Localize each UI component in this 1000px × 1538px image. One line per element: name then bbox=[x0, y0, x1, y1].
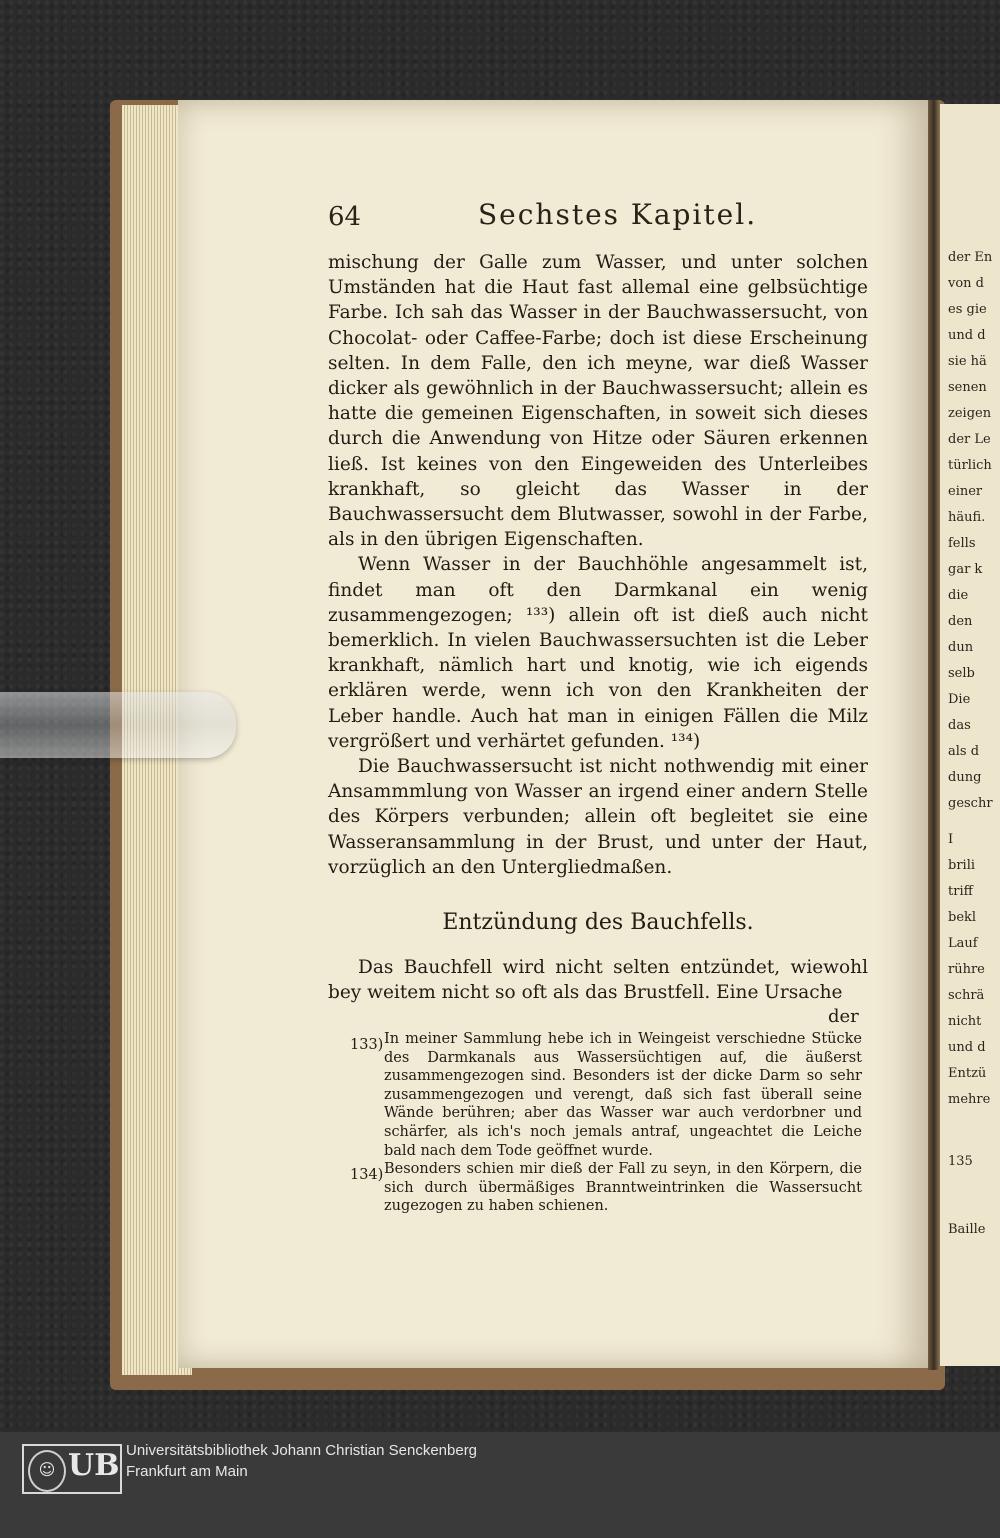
right-page-line: es gie bbox=[948, 302, 987, 317]
institution-name: Universitätsbibliothek Johann Christian Senckenberg bbox=[126, 1442, 478, 1459]
right-page-line: die bbox=[948, 588, 969, 603]
right-page-line: mehre bbox=[948, 1092, 991, 1107]
running-head: Sechstes Kapitel. bbox=[478, 198, 758, 231]
right-page-line: und d bbox=[948, 328, 986, 343]
right-page-line: dun bbox=[948, 640, 974, 655]
right-page-line: das bbox=[948, 718, 971, 733]
logo-text: UB bbox=[68, 1448, 120, 1483]
right-page-line: und d bbox=[948, 1040, 986, 1055]
footnotes bbox=[350, 1030, 862, 1216]
footnote bbox=[350, 1030, 862, 1160]
right-page-line: senen bbox=[948, 380, 987, 395]
right-page-line: der Le bbox=[948, 432, 991, 447]
right-page-line: nicht bbox=[948, 1014, 982, 1029]
library-logo bbox=[22, 1444, 122, 1494]
right-page-line: als d bbox=[948, 744, 980, 759]
right-page-line: selb bbox=[948, 666, 975, 681]
right-page-line: sie hä bbox=[948, 354, 987, 369]
right-page-line: einer bbox=[948, 484, 983, 499]
page-number: 64 bbox=[328, 202, 362, 232]
body-text bbox=[328, 250, 868, 880]
section-heading: Entzündung des Bauchfells. bbox=[442, 910, 754, 935]
footnote-number: 133) bbox=[350, 1037, 384, 1053]
right-page-line: Die bbox=[948, 692, 971, 707]
right-page-line: der En bbox=[948, 250, 993, 265]
right-page-line: gar k bbox=[948, 562, 983, 577]
footnote-text: Besonders schien mir dieß der Fall zu seyn, in den Körpern, die sich durch übermäßiges Branntweintrinken die Wassersucht zugezogen zu haben schienen. bbox=[384, 1161, 862, 1215]
paragraph: Die Bauchwassersucht ist nicht nothwendig mit einer Ansammmlung von Wasser an irgend einer andern Stelle des Körpers verbunden; allein oft begleitet sie eine Wasseransammlung in der Brust, und unter der Haut, vorzüglich an den Untergliedmaßen. bbox=[328, 756, 868, 878]
right-page-line: schrä bbox=[948, 988, 985, 1003]
right-page-line: türlich bbox=[948, 458, 992, 473]
right-page-line: triff bbox=[948, 884, 973, 899]
catchword: der bbox=[828, 1006, 859, 1027]
right-page-line: I bbox=[948, 832, 954, 847]
footnote-number: 134) bbox=[350, 1167, 384, 1184]
right-page-line: Baille bbox=[948, 1222, 986, 1237]
right-page-line: Lauf bbox=[948, 936, 978, 951]
page-holder-strap bbox=[0, 692, 236, 758]
right-page-line: dung bbox=[948, 770, 982, 785]
footnote-text: In meiner Sammlung hebe ich in Weingeist verschiedne Stücke des Darmkanals aus Wassersüchtigen auf, die äußerst zusammengezogen sind. Besonders ist der dicke Darm so sehr zusammengezogen und verengt, daß sich fast überall seine Wände berühren; aber das Wasser war auch verdorbner und schärfer, als ich's noch jemals antraf, ungeachtet die Leiche bald nach dem Tode geöffnet wurde. bbox=[384, 1031, 862, 1159]
right-page-line: bekl bbox=[948, 910, 977, 925]
right-page-line: häufi. bbox=[948, 510, 986, 525]
portrait-seal-icon: ☺ bbox=[28, 1450, 66, 1492]
right-page-line: von d bbox=[948, 276, 984, 291]
right-page-line: geschr bbox=[948, 796, 993, 811]
right-page-line: Entzü bbox=[948, 1066, 987, 1081]
page-header bbox=[328, 198, 868, 238]
right-page-line: zeigen bbox=[948, 406, 992, 421]
footer-bar bbox=[0, 1432, 1000, 1538]
right-page-line: brili bbox=[948, 858, 976, 873]
paragraph: Wenn Wasser in der Bauchhöhle angesammelt ist, findet man oft den Darmkanal ein wenig zusammengezogen; ¹³³) allein oft ist dieß auch nicht bemerklich. In vielen Bauchwassersuchten ist die Leber krankhaft, nämlich hart und knotig, wie ich eigends erklären werde, wenn ich von den Krankheiten der Leber handle. Auch hat man in einigen Fällen die Milz vergrößert und verhärtet gefunden. ¹³⁴) bbox=[328, 554, 868, 752]
right-page-line: 135 bbox=[948, 1154, 973, 1169]
right-page-line: fells bbox=[948, 536, 976, 551]
right-page-line: den bbox=[948, 614, 973, 629]
footnote bbox=[350, 1160, 862, 1216]
paragraph: Das Bauchfell wird nicht selten entzündet, wiewohl bey weitem nicht so oft als das Brustfell. Eine Ursache bbox=[328, 957, 868, 1004]
right-page-line: rühre bbox=[948, 962, 985, 977]
paragraph: mischung der Galle zum Wasser, und unter solchen Umständen hat die Haut fast allemal eine gelbsüchtige Farbe. Ich sah das Wasser in der Bauchwassersucht, von Chocolat- oder Caffee-Farbe; doch ist diese Erscheinung selten. In dem Falle, den ich meyne, war dieß Wasser dicker als gewöhnlich in der Bauchwassersucht; allein es hatte die gemeinen Eigenschaften, in soweit sich dieses durch die Anwendung von Hitze oder Säuren erkennen ließ. Ist keines von den Eingeweiden des Unterleibes krankhaft, so gleicht das Wasser in der Bauchwassersucht dem Blutwasser, sowohl in der Farbe, als in den übrigen Eigenschaften. bbox=[328, 252, 868, 551]
book-gutter bbox=[928, 100, 940, 1370]
right-page-edge bbox=[940, 104, 1000, 1366]
institution-location: Frankfurt am Main bbox=[126, 1463, 248, 1480]
